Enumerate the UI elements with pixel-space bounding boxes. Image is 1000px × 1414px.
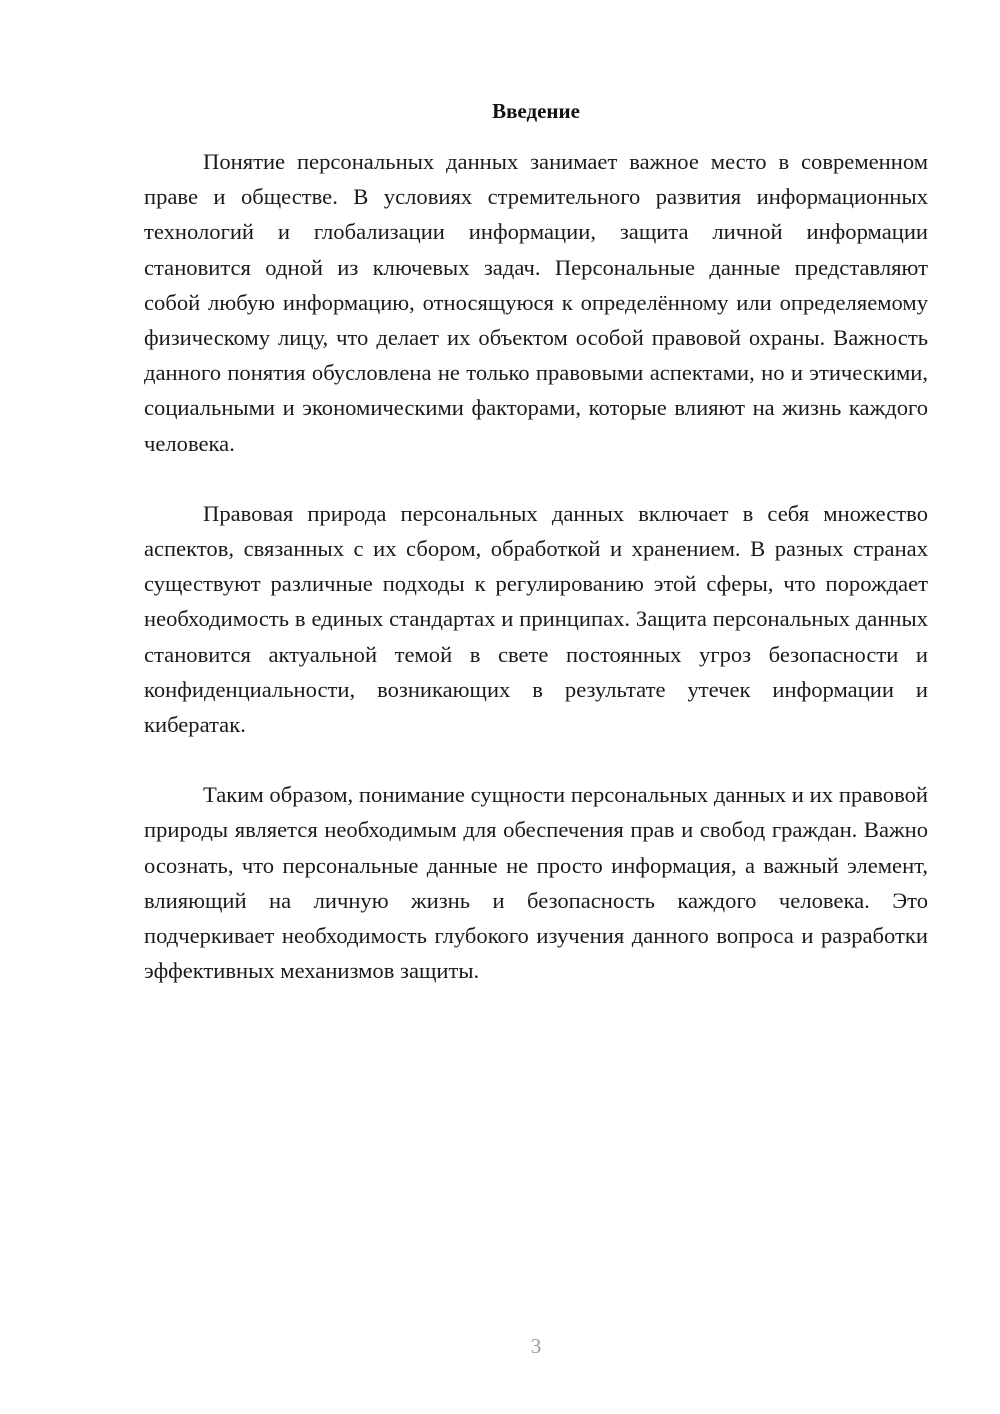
body-text xyxy=(144,144,928,1023)
paragraph-2: Правовая природа персональных данных включает в себя множество аспектов, связанных с их сбором, обработкой и хранением. В разных странах существуют различные подходы к регулированию этой сферы, что порождает необходимость в единых стандартах и принципах. Защита персональных данных становится актуальной темой в свете постоянных угроз безопасности и конфиденциальности, возникающих в результате утечек информации и кибератак. xyxy=(144,500,928,738)
page-number: 3 xyxy=(530,1334,542,1358)
section-heading: Введение xyxy=(492,99,580,123)
paragraph-1: Понятие персональных данных занимает важное место в современном праве и обществе. В условиях стремительного развития информационных технологий и глобализации информации, защита личной информации становится одной из ключевых задач. Персональные данные представляют собой любую информацию, относящуюся к определённому или определяемому физическому лицу, что делает их объектом особой правовой охраны. Важность данного понятия обусловлена не только правовыми аспектами, но и этическими, социальными и экономическими факторами, которые влияют на жизнь каждого человека. xyxy=(144,149,928,456)
paragraph-3: Таким образом, понимание сущности персональных данных и их правовой природы является необходимым для обеспечения прав и свобод граждан. Важно осознать, что персональные данные не просто информация, а важный элемент, влияющий на личную жизнь и безопасность каждого человека. Это подчеркивает необходимость глубокого изучения данного вопроса и разработки эффективных механизмов защиты. xyxy=(144,782,928,984)
